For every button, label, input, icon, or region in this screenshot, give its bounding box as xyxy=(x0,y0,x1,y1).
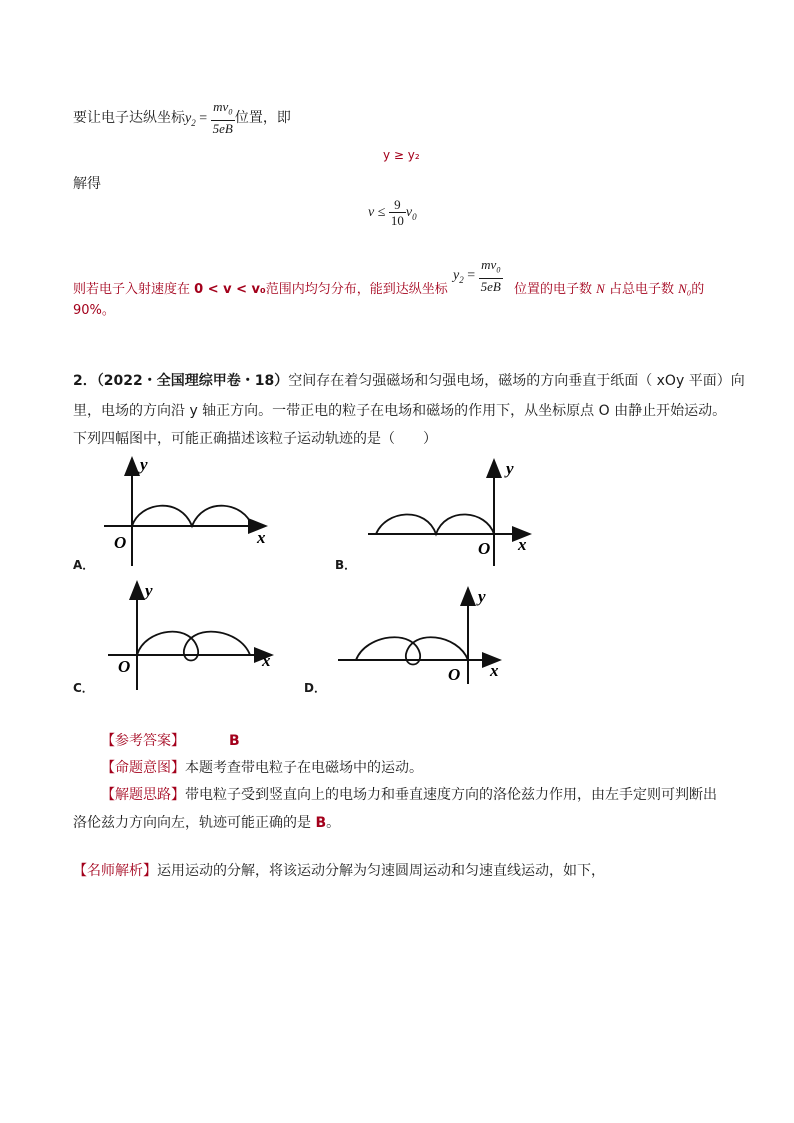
diagram-b[interactable] xyxy=(368,459,528,566)
axis-y-label: y xyxy=(478,587,486,606)
conclusion-percent: 90%。 xyxy=(73,303,115,318)
axis-x-label: x xyxy=(490,661,499,680)
diagram-a[interactable] xyxy=(104,455,266,566)
solve-label: 解得 xyxy=(73,176,101,192)
axis-x-label: x xyxy=(257,528,266,547)
inequality-y: y ≥ y₂ xyxy=(383,148,420,162)
axis-y-label: y xyxy=(140,455,148,474)
condition-line xyxy=(73,100,291,136)
diagram-c[interactable] xyxy=(108,581,271,690)
conclusion-line: 则若电子入射速度在 0 < v < v₀范围内均匀分布，能到达纵坐标 xyxy=(73,282,448,297)
axis-x-label: x xyxy=(262,651,271,670)
question-line-2: 里，电场的方向沿 y 轴正方向。一带正电的粒子在电场和磁场的作用下，从坐标原点 O 由静止开始运动。 xyxy=(73,403,727,419)
condition-text-end: 位置，即 xyxy=(234,109,291,126)
option-d-label[interactable]: D． xyxy=(304,681,326,695)
origin-label: O xyxy=(114,533,127,552)
inequality-v: v ≤ $\frac{9}{10}$ $v_0$ xyxy=(368,197,417,228)
diagram-d[interactable] xyxy=(338,587,499,684)
formula-y2: $y_2$ = xyxy=(185,110,211,128)
origin-label: O xyxy=(448,665,461,684)
option-diagrams xyxy=(0,450,794,700)
solution-idea-1: 【解题思路】带电粒子受到竖直向上的电场力和垂直速度方向的洛伦兹力作用，由左手定则可判断出 xyxy=(101,787,717,803)
axis-x-label: x xyxy=(518,535,527,554)
condition-text: 要让电子达纵坐标 xyxy=(73,109,185,126)
origin-label: O xyxy=(478,539,491,558)
option-b-label[interactable]: B． xyxy=(335,558,357,572)
axis-y-label: y xyxy=(506,459,514,478)
option-a-label[interactable]: A． xyxy=(73,558,95,572)
teacher-analysis: 【名师解析】运用运动的分解，将该运动分解为匀速圆周运动和匀速直线运动，如下， xyxy=(73,863,605,879)
conclusion-line-end: 位置的电子数 N 占总电子数 N₀的 xyxy=(514,281,705,297)
origin-label: O xyxy=(118,657,131,676)
fraction-mv0-5eB: $\frac{mv_0}{5eB}$ xyxy=(212,99,233,136)
solution-idea-2: 洛伦兹力方向向左，轨迹可能正确的是 B。 xyxy=(73,815,341,831)
reference-answer: 【参考答案】 B xyxy=(101,733,240,749)
question-line-3: 下列四幅图中，可能正确描述该粒子运动轨迹的是（ ） xyxy=(73,431,437,447)
option-c-label[interactable]: C． xyxy=(73,681,94,695)
question-line-1: 2．（2022・全国理综甲卷・18）空间存在着匀强磁场和匀强电场，磁场的方向垂直于纸面（ xOy 平面）向 xyxy=(73,373,745,389)
question-intent: 【命题意图】本题考查带电粒子在电磁场中的运动。 xyxy=(101,760,423,776)
conclusion-formula: $y_2$ = $\frac{mv_0}{5eB}$ xyxy=(453,257,501,294)
axis-y-label: y xyxy=(145,581,153,600)
